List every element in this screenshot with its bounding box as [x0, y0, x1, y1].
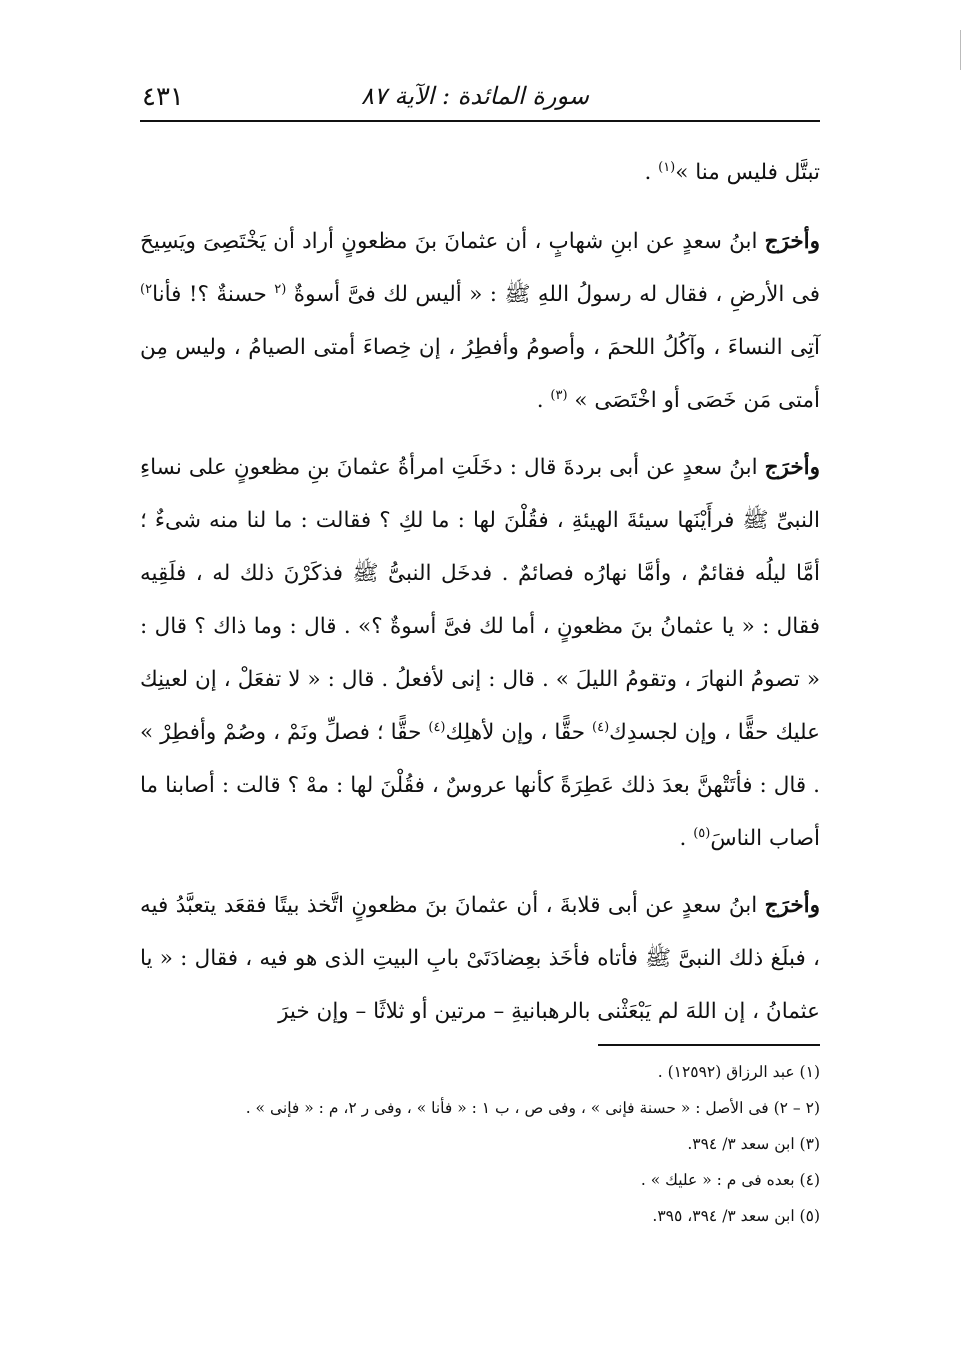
- footnote-3: (٣) ابن سعد ٣/ ٣٩٤.: [687, 1135, 820, 1153]
- footnote-4: (٤) بعده فى م : « عليك » .: [640, 1171, 820, 1189]
- paragraph-3-text-2: حقًّا ، وإن لأهلِك: [445, 720, 593, 745]
- footnote-1: (١) عبد الرزاق (١٢٥٩٢) .: [657, 1063, 820, 1081]
- paragraph-2-tail: .: [536, 388, 551, 413]
- footnote-5: (٥) ابن سعد ٣/ ٣٩٤، ٣٩٥.: [652, 1207, 820, 1225]
- paragraph-3-text-3: حقًّا ؛ فصلِّ ونَمْ ، وصُمْ وأفطِرْ » . قال : فأتَتْهنَّ بعدَ ذلك عَطِرَةً كأنها عروسٌ ، فقُلْنَ لها : مهْ ؟ قالت : أصابنا ما أصاب الناسَ: [140, 720, 820, 851]
- footnote-ref-2-close: ٢): [140, 281, 153, 297]
- footnotes: [140, 1054, 820, 1234]
- paragraph-4-text-1: ابنُ سعدٍ عن أبى قلابةَ ، أن عثمانَ بنَ مظعونٍ اتَّخذ بيتًا فقعَد يتعبَّدُ فيه ، فبلَغ ذلك النبىَّ ﷺ فأتاه فأخَذ بعِضادَتَىْ بابِ البيتِ الذى هو فيه ، فقال : « يا عثمانُ ، إن اللهَ لم يَبْعَثْنى بالرهبانيةِ – مرتين أو ثلاثًا – وإن خيرَ: [140, 893, 820, 1024]
- footnote-ref-5: (٥): [693, 825, 711, 841]
- footnote-ref-4a: (٤): [592, 719, 610, 735]
- footnote-ref-4b: (٤): [428, 719, 446, 735]
- paragraph-4: [140, 879, 820, 1038]
- paragraph-2-lead: وأخرَج: [764, 229, 820, 254]
- footnote-ref-3: (٣): [550, 387, 568, 403]
- paragraph-2-text-1: ابنُ سعدٍ عن ابنِ شهابٍ ، أن عثمانَ بنَ مظعونٍ أراد أن يَخْتَصِىَ ويَسِيحَ فى الأرضِ ، فقال له رسولُ اللهِ ﷺ : « أليس لك فىَّ أسوةٌ: [140, 229, 820, 307]
- paragraph-4-lead: وأخرَج: [764, 893, 820, 918]
- paragraph-3-tail: .: [679, 826, 694, 851]
- paragraph-1: [140, 146, 820, 199]
- paragraph-3-lead: وأخرَج: [764, 455, 820, 480]
- margin-mark: [960, 30, 961, 70]
- footnote-ref-2-open: (٢: [274, 281, 287, 297]
- footnote-2: (٢ – ٢) فى الأصل : « حسنة فإنى » ، وفى ص ، ب ١ : « فأنا » ، وفى ر ٢، م : « فإنى » .: [245, 1099, 820, 1117]
- page-number: ٤٣١: [142, 82, 184, 112]
- paragraph-3-text-1: ابنُ سعدٍ عن أبى بردةَ قال : دخَلَتِ امرأةُ عثمانَ بنِ مظعونٍ على نساءِ النبىِّ ﷺ فرأَيْنَها سيئةَ الهيئةِ ، فقُلْنَ لها : ما لكِ ؟ فقالت : ما لنا منه شىءٌ ؛ أمَّا ليلُه فقائمٌ ، وأمَّا نهارُه فصائمٌ . فدخَل النبىُّ ﷺ فذكَرْنَ ذلك له ، فلَقِيه فقال : « يا عثمانُ بنَ مظعونٍ ، أما لك فىَّ أسوةٌ ؟» . قال : وما ذاك ؟ قال : « تصومُ النهارَ ، وتقومُ الليلَ » . قال : إنى لأفعلُ . قال : « لا تفعَلْ ، إن لعينِك عليك حقًّا ، وإن لجسدِك: [140, 455, 820, 745]
- footnote-ref-1: (١): [658, 159, 676, 175]
- paragraph-3: [140, 441, 820, 865]
- paragraph-1-text: تبتَّل فليس منا »: [675, 160, 820, 185]
- paragraph-2-text-2: حسنةٌ ؟! فأنا: [152, 282, 275, 307]
- running-title: سورة المائدة : الآية ٨٧: [361, 82, 589, 110]
- paragraph-2: [140, 215, 820, 427]
- footnote-rule: [598, 1044, 820, 1046]
- paragraph-1-tail: .: [644, 160, 659, 185]
- paragraph-2-text-3: آتِى النساءَ ، وآكُلُ اللحمَ ، وأصومُ وأفطِرُ ، إن خِصاءَ أمتى الصيامُ ، وليس مِن أمتى مَن خَصَى أو اخْتَصَى »: [140, 335, 820, 413]
- body-text: [140, 146, 820, 1052]
- header-rule: [140, 120, 820, 122]
